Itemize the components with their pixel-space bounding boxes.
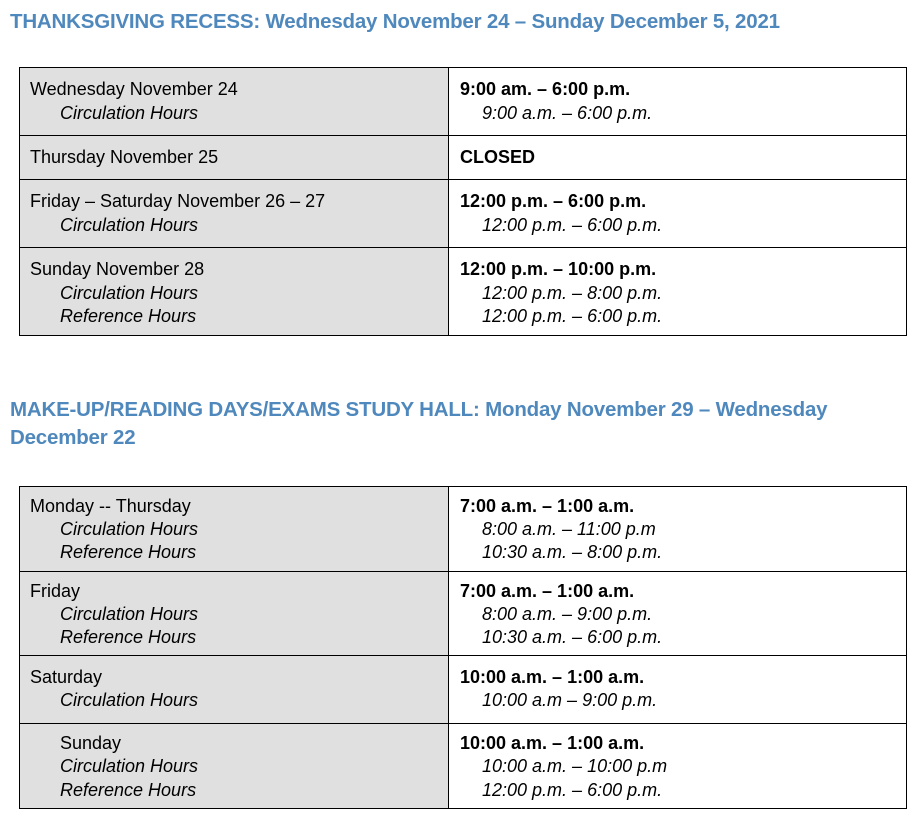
- hours-type-label: Reference Hours: [60, 542, 197, 563]
- hours-type-label: Circulation Hours: [60, 214, 199, 235]
- main-hours: 9:00 am. – 6:00 p.m.: [460, 79, 631, 99]
- hours-type-label: Circulation Hours: [60, 690, 199, 711]
- thanksgiving-hours-table: [19, 67, 907, 336]
- main-hours: CLOSED: [460, 147, 536, 167]
- main-hours: 7:00 a.m. – 1:00 a.m.: [460, 580, 635, 601]
- day-cell: [20, 571, 449, 656]
- hours-cell: [449, 180, 907, 248]
- hours-cell: [449, 571, 907, 656]
- main-hours: 12:00 p.m. – 6:00 p.m.: [460, 191, 647, 211]
- hours-type-label: Reference Hours: [60, 779, 197, 800]
- day-label: Friday – Saturday November 26 – 27: [30, 191, 326, 211]
- study-hall-hours-table: [19, 486, 907, 809]
- table-row: [20, 180, 907, 248]
- hours-type-label: Circulation Hours: [60, 756, 199, 777]
- table-row: [20, 136, 907, 180]
- day-cell: [20, 487, 449, 572]
- sub-hours: 12:00 p.m. – 6:00 p.m.: [482, 306, 663, 326]
- hours-cell: [449, 136, 907, 180]
- hours-type-label: Circulation Hours: [60, 519, 199, 540]
- section-heading-study-hall: MAKE-UP/READING DAYS/EXAMS STUDY HALL: Monday November 29 – Wednesday December 22: [10, 398, 828, 449]
- day-cell: [20, 68, 449, 136]
- day-cell: [20, 136, 449, 180]
- hours-cell: [449, 248, 907, 336]
- sub-hours: 12:00 p.m. – 8:00 p.m.: [482, 282, 663, 303]
- day-label: Sunday: [60, 733, 122, 754]
- sub-hours: 10:30 a.m. – 6:00 p.m.: [482, 627, 663, 648]
- table-row: [20, 571, 907, 656]
- main-hours: 7:00 a.m. – 1:00 a.m.: [460, 496, 635, 516]
- table-row: [20, 724, 907, 809]
- main-hours: 12:00 p.m. – 10:00 p.m.: [460, 259, 657, 279]
- hours-type-label: Circulation Hours: [60, 102, 199, 123]
- table-row: [20, 656, 907, 724]
- day-cell: [20, 180, 449, 248]
- main-hours: 10:00 a.m. – 1:00 a.m.: [460, 733, 645, 754]
- hours-cell: [449, 724, 907, 809]
- sub-hours: 8:00 a.m. – 9:00 p.m.: [482, 603, 653, 624]
- sub-hours: 10:00 a.m. – 10:00 p.m: [482, 756, 668, 777]
- hours-type-label: Circulation Hours: [60, 603, 199, 624]
- day-cell: [20, 656, 449, 724]
- section-heading-thanksgiving: THANKSGIVING RECESS: Wednesday November 24 – Sunday December 5, 2021: [10, 10, 780, 33]
- sub-hours: 12:00 p.m. – 6:00 p.m.: [482, 779, 663, 800]
- sub-hours: 10:30 a.m. – 8:00 p.m.: [482, 542, 663, 563]
- hours-type-label: Circulation Hours: [60, 282, 199, 303]
- hours-type-label: Reference Hours: [60, 627, 197, 648]
- hours-cell: [449, 656, 907, 724]
- day-cell: [20, 724, 449, 809]
- hours-cell: [449, 68, 907, 136]
- day-label: Friday: [30, 580, 81, 601]
- table-row: [20, 248, 907, 336]
- hours-type-label: Reference Hours: [60, 306, 197, 326]
- day-cell: [20, 248, 449, 336]
- day-label: Wednesday November 24: [30, 79, 238, 99]
- sub-hours: 8:00 a.m. – 11:00 p.m: [482, 519, 656, 540]
- day-label: Monday -- Thursday: [30, 496, 191, 516]
- table-row: [20, 68, 907, 136]
- day-label: Sunday November 28: [30, 259, 205, 279]
- sub-hours: 9:00 a.m. – 6:00 p.m.: [482, 102, 653, 123]
- hours-cell: [449, 487, 907, 572]
- table-row: [20, 487, 907, 572]
- day-label: Saturday: [30, 667, 103, 688]
- day-label: Thursday November 25: [30, 147, 219, 167]
- sub-hours: 10:00 a.m – 9:00 p.m.: [482, 690, 658, 711]
- sub-hours: 12:00 p.m. – 6:00 p.m.: [482, 214, 663, 235]
- main-hours: 10:00 a.m. – 1:00 a.m.: [460, 667, 645, 688]
